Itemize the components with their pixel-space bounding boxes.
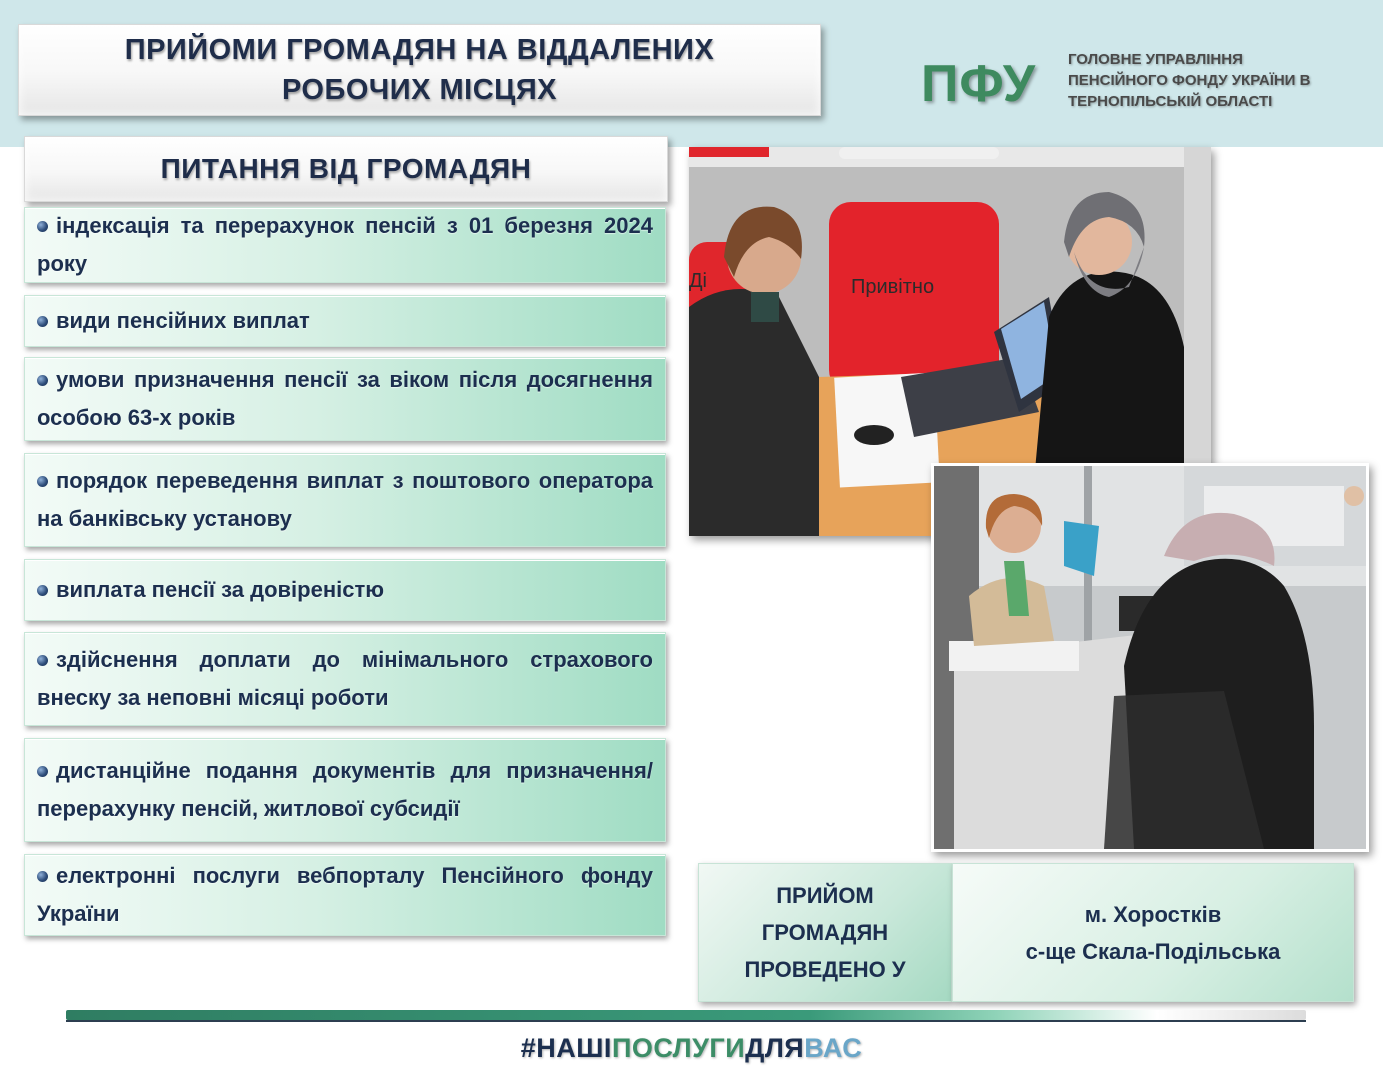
question-text: порядок переведення виплат з поштового оператора на банківську установу <box>37 468 653 531</box>
page-title-line1: ПРИЙОМИ ГРОМАДЯН НА ВІДДАЛЕНИХ <box>124 34 715 66</box>
question-item <box>24 854 666 936</box>
reception-label-line1: ПРИЙОМ <box>776 883 874 908</box>
sign-text: Привітно <box>851 276 935 298</box>
footer-hashtag <box>0 1033 1383 1064</box>
question-item <box>24 453 666 547</box>
questions-heading: ПИТАННЯ ВІД ГРОМАДЯН <box>24 136 668 202</box>
org-name-line3: ТЕРНОПІЛЬСЬКІЙ ОБЛАСТІ <box>1068 93 1273 110</box>
reception-label <box>698 863 952 1002</box>
hashtag-part4: ВАС <box>804 1033 863 1063</box>
bullet-icon <box>37 585 48 596</box>
bullet-icon <box>37 476 48 487</box>
question-text: види пенсійних виплат <box>56 308 310 333</box>
bullet-icon <box>37 221 48 232</box>
question-text: електронні послуги вебпорталу Пенсійного фонду України <box>37 863 653 926</box>
organization-name <box>1068 49 1318 112</box>
question-item <box>24 357 666 441</box>
sign-text-partial: Ді <box>689 270 707 292</box>
bullet-icon <box>37 655 48 666</box>
bullet-icon <box>37 871 48 882</box>
reception-place: с-ще Скала-Подільська <box>1025 938 1281 964</box>
question-text: виплата пенсії за довіреністю <box>56 577 385 602</box>
hashtag-part2: ПОСЛУГИ <box>611 1033 746 1063</box>
pfu-logo: ПФУ <box>921 55 1037 113</box>
reception-places <box>952 863 1354 1002</box>
question-item <box>24 295 666 347</box>
page-title <box>18 24 821 116</box>
reception-place: м. Хоростків <box>1084 901 1222 927</box>
question-item <box>24 632 666 726</box>
org-name-line1: ГОЛОВНЕ УПРАВЛІННЯ <box>1068 51 1243 68</box>
question-text: здійснення доплати до мінімального страхового внеску за неповні місяці роботи <box>37 647 653 710</box>
reception-label-line3: ПРОВЕДЕНО У <box>744 957 906 982</box>
question-item <box>24 559 666 621</box>
bullet-icon <box>37 766 48 777</box>
hashtag-part3: ДЛЯ <box>745 1033 805 1063</box>
question-text: індексація та перерахунок пенсій з 01 березня 2024 року <box>37 213 653 276</box>
footer-divider <box>66 1010 1306 1020</box>
question-item <box>24 738 666 842</box>
page-title-line2: РОБОЧИХ МІСЦЯХ <box>281 74 558 106</box>
question-text: умови призначення пенсії за віком після досягнення особою 63-х років <box>37 367 653 430</box>
hashtag-part1: #НАШІ <box>520 1033 612 1063</box>
question-text: дистанційне подання документів для призначення/перерахунку пенсій, житлової субсидії <box>37 758 653 821</box>
photo-consultation-2 <box>931 463 1369 852</box>
question-item <box>24 207 666 283</box>
org-name-line2: ПЕНСІЙНОГО ФОНДУ УКРАЇНИ В <box>1068 72 1311 89</box>
reception-label-line2: ГРОМАДЯН <box>761 920 889 945</box>
bullet-icon <box>37 316 48 327</box>
bullet-icon <box>37 375 48 386</box>
photo-consultation-2-drawing <box>934 466 1366 849</box>
